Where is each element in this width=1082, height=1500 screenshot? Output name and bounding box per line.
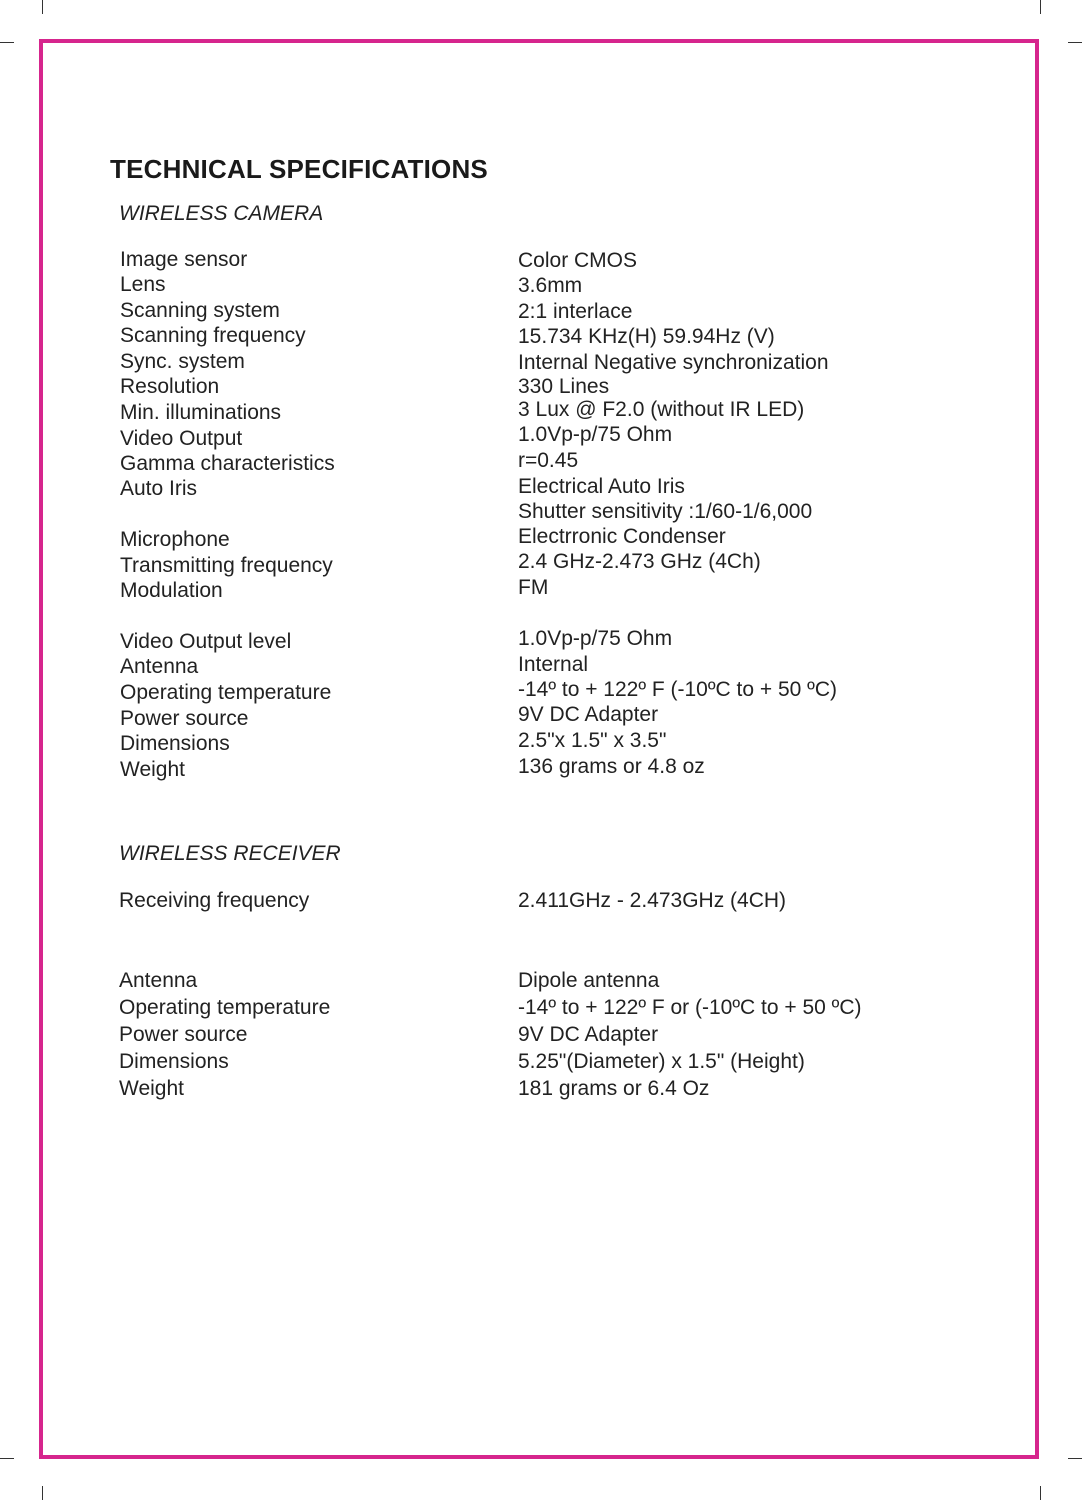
camera-spec-label: Microphone (120, 528, 230, 551)
camera-spec-value: 3 Lux @ F2.0 (without IR LED) (518, 398, 805, 421)
crop-mark (1068, 1458, 1082, 1459)
camera-spec-label: Lens (120, 273, 166, 296)
camera-spec-label: Power source (120, 707, 249, 730)
camera-spec-label: Transmitting frequency (120, 554, 333, 577)
receiver-spec-value: 5.25"(Diameter) x 1.5" (Height) (518, 1050, 805, 1073)
camera-spec-label: Resolution (120, 375, 220, 398)
crop-mark (0, 42, 14, 43)
camera-spec-value: 2:1 interlace (518, 300, 633, 323)
camera-section-heading: WIRELESS CAMERA (119, 202, 324, 225)
camera-spec-value: FM (518, 576, 549, 599)
crop-mark (42, 0, 43, 14)
camera-spec-value: Electrronic Condenser (518, 525, 726, 548)
camera-spec-label: Scanning frequency (120, 324, 306, 347)
receiver-spec-value: Dipole antenna (518, 969, 660, 992)
page-title: TECHNICAL SPECIFICATIONS (110, 154, 488, 184)
camera-spec-label: Video Output (120, 427, 243, 450)
camera-spec-label: Operating temperature (120, 681, 332, 704)
receiver-spec-label: Antenna (119, 969, 198, 992)
crop-mark (42, 1486, 43, 1500)
camera-spec-value: 330 Lines (518, 375, 610, 398)
camera-spec-label: Image sensor (120, 248, 248, 271)
crop-mark (0, 1458, 14, 1459)
receiver-spec-label: Receiving frequency (119, 889, 310, 912)
camera-spec-value: Electrical Auto Iris (518, 475, 685, 498)
camera-spec-label: Modulation (120, 579, 223, 602)
camera-spec-label: Sync. system (120, 350, 245, 373)
crop-mark (1040, 0, 1041, 14)
camera-spec-label: Antenna (120, 655, 199, 678)
receiver-spec-label: Power source (119, 1023, 248, 1046)
receiver-spec-value: 2.411GHz - 2.473GHz (4CH) (518, 889, 787, 912)
camera-spec-value: 15.734 KHz(H) 59.94Hz (V) (518, 325, 775, 348)
camera-spec-value: 2.4 GHz-2.473 GHz (4Ch) (518, 550, 761, 573)
camera-spec-value: Internal Negative synchronization (518, 351, 829, 374)
receiver-spec-label: Weight (119, 1077, 184, 1100)
receiver-spec-value: 181 grams or 6.4 Oz (518, 1077, 710, 1100)
crop-mark (1068, 42, 1082, 43)
camera-spec-value: 3.6mm (518, 274, 583, 297)
camera-spec-label: Gamma characteristics (120, 452, 335, 475)
camera-spec-value: 1.0Vp-p/75 Ohm (518, 423, 673, 446)
camera-spec-label: Auto Iris (120, 477, 198, 500)
camera-spec-value: 9V DC Adapter (518, 703, 659, 726)
receiver-spec-label: Dimensions (119, 1050, 229, 1073)
camera-spec-label: Video Output level (120, 630, 292, 653)
receiver-section-heading: WIRELESS RECEIVER (119, 842, 341, 865)
camera-spec-value: r=0.45 (518, 449, 579, 472)
camera-spec-label: Scanning system (120, 299, 280, 322)
receiver-spec-label: Operating temperature (119, 996, 331, 1019)
camera-spec-label: Dimensions (120, 732, 230, 755)
receiver-spec-value: -14º to + 122º F or (-10ºC to + 50 ºC) (518, 996, 862, 1019)
camera-spec-label: Weight (120, 758, 185, 781)
camera-spec-value: 136 grams or 4.8 oz (518, 755, 705, 778)
receiver-spec-value: 9V DC Adapter (518, 1023, 659, 1046)
camera-spec-value: Shutter sensitivity :1/60-1/6,000 (518, 500, 813, 523)
camera-spec-value: Internal (518, 653, 589, 676)
camera-spec-value: -14º to + 122º F (-10ºC to + 50 ºC) (518, 678, 837, 701)
camera-spec-label: Min. illuminations (120, 401, 282, 424)
camera-spec-value: Color CMOS (518, 249, 638, 272)
camera-spec-value: 1.0Vp-p/75 Ohm (518, 627, 673, 650)
camera-spec-value: 2.5"x 1.5" x 3.5" (518, 729, 667, 752)
crop-mark (1040, 1486, 1041, 1500)
